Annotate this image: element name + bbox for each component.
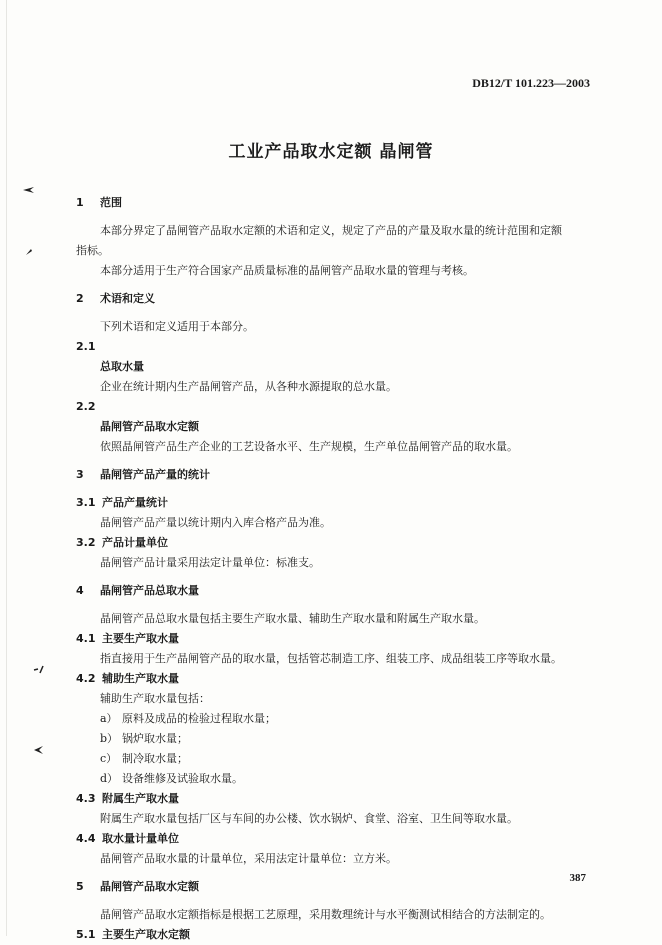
clause-heading: 4.4 取水量计量单位: [76, 832, 179, 845]
clause-heading: 3.2 产品计量单位: [76, 536, 168, 549]
section-heading: 1 范围: [76, 196, 122, 209]
margin-mark: [23, 186, 33, 194]
document-title: 工业产品取水定额 晶闸管: [228, 142, 434, 162]
clause-heading: 4.3 附属生产取水量: [76, 792, 179, 805]
term-definition: 依照晶闸管产品生产企业的工艺设备水平、生产规模，生产单位晶闸管产品的取水量。: [100, 440, 518, 453]
term-name: 晶闸管产品取水定额: [100, 420, 199, 433]
clause-heading: 4.2 辅助生产取水量: [76, 672, 179, 685]
term-number: 2.2: [76, 400, 96, 413]
clause-heading: 5.1 主要生产取水定额: [76, 928, 190, 941]
clause-text: 晶闸管产品产量以统计期内入库合格产品为准。: [100, 516, 331, 529]
clause-text: 附属生产取水量包括厂区与车间的办公楼、饮水锅炉、食堂、浴室、卫生间等取水量。: [100, 812, 518, 825]
section-heading: 4 晶闸管产品总取水量: [76, 584, 199, 597]
margin-mark: [34, 745, 44, 753]
section-heading: 5 晶闸管产品取水定额: [76, 880, 199, 893]
page-number: 387: [569, 872, 586, 884]
list-item: b） 锅炉取水量；: [100, 732, 188, 745]
paragraph: 晶闸管产品取水定额指标是根据工艺原理，采用数理统计与水平衡测试相结合的方法制定的。: [100, 908, 551, 921]
clause-heading: 4.1 主要生产取水量: [76, 632, 179, 645]
clause-heading: 3.1 产品产量统计: [76, 496, 168, 509]
clause-text: 辅助生产取水量包括：: [100, 692, 210, 705]
term-name: 总取水量: [100, 360, 144, 373]
paragraph-continued: 指标。: [76, 244, 109, 257]
clause-text: 晶闸管产品取水量的计量单位，采用法定计量单位：立方米。: [100, 852, 397, 865]
term-definition: 企业在统计期内生产晶闸管产品，从各种水源提取的总水量。: [100, 380, 397, 393]
paragraph: 下列术语和定义适用于本部分。: [100, 320, 254, 333]
paragraph: 本部分界定了晶闸管产品取水定额的术语和定义，规定了产品的产量及取水量的统计范围和定额: [100, 224, 562, 237]
list-item: a） 原料及成品的检验过程取水量；: [100, 712, 276, 725]
list-item: d） 设备维修及试验取水量。: [100, 772, 243, 785]
term-number: 2.1: [76, 340, 96, 353]
standard-code: DB12/T 101.223—2003: [472, 76, 590, 90]
list-item: c） 制冷取水量；: [100, 752, 188, 765]
paragraph: 本部分适用于生产符合国家产品质量标准的晶闸管产品取水量的管理与考核。: [100, 264, 474, 277]
clause-text: 指直接用于生产晶闸管产品的取水量，包括管芯制造工序、组装工序、成品组装工序等取水量。: [100, 652, 562, 665]
paragraph: 晶闸管产品总取水量包括主要生产取水量、辅助生产取水量和附属生产取水量。: [100, 612, 485, 625]
section-heading: 2 术语和定义: [76, 292, 155, 305]
margin-mark: [33, 665, 43, 673]
clause-text: 晶闸管产品计量采用法定计量单位：标准支。: [100, 556, 320, 569]
margin-mark: [25, 248, 35, 256]
document-body: [76, 193, 596, 945]
section-heading: 3 晶闸管产品产量的统计: [76, 468, 210, 481]
